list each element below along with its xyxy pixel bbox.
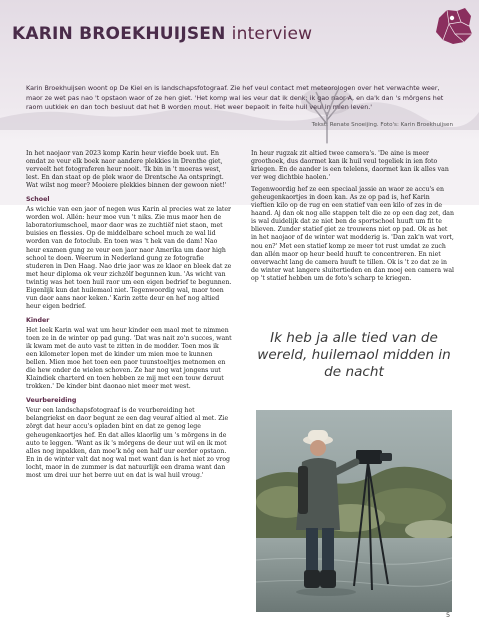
intro-paragraph: Karin Broekhuijsen woont op De Kiel en is landschapsfotograaf. Zie hef veul contact met meteorologen over het verwachte weer, maor ze wet pas nao 't opstaon waor of ze hen giet. 'Het komp wal ies veur dat ik denk: ik gao naor A, en da'k dan 's mörgens het raom uutkiek en dan toch besluut dat het B worden mout. Het weer bepaolt in feite huil veul in mien leven.' (26, 84, 444, 112)
body-paragraph: Het leek Karin wal wat um heur kinder een maol met te nimmen toen ze in de winter op pad gung. 'Dat was nait zo'n succes, want ik kwam met de auto vast te zitten in de modder. Toen mos ik een kilometer lopen met de kinder um mien moe te kunnen bellen. Mien moe het toen een paor tuunstoeltjes metnomen en die hew onder de wielen schoven. Ze har nog wat jongens uut Klaindiek charterd en toen hebben ze mij met een touw deruut trokken.' De kinder bint daonao niet meer met west. (26, 326, 232, 391)
right-column (251, 150, 455, 287)
article-title-name: KARIN BROEKHUIJSEN (12, 24, 226, 44)
article-title (12, 24, 312, 44)
body-paragraph: In het naojaor van 2023 komp Karin heur viefde boek uut. En omdat ze veur elk boek naor aandere plekkies in Drenthe giet, verveelt het fotograferen heur nooit. 'Ik bin in 't moeras west, lest. En dan staat op de plek waor de Drentsche Aa ontspringt. Wat wilst nog meer? Mooiere plekkies binnen der gewoon niet!' (26, 150, 227, 190)
drenthe-map-icon (431, 4, 475, 48)
body-paragraph: Tegenwoordig hef ze een speciaal jassie an waor ze accu's en geheugenkaortjes in doen kan. As ze op pad is, hef Karin vieftien kilo op de rug en een statief van een kilo of zes in de haand. Aj dan ok nog alle stappen telt die ze op een dag zet, dan is wal duidelijk dat ze niet ben de sportschoel huuft um fit te blieven. Zunder statief giet ze trouwens niet op pad. Ok as het in het naojaor of de winter wat modderig is. 'Dan zak'n wat vort, nou en?' Met een statief komp ze meer tot rust umdat ze zuch dan allén maor op heur beeld huuft te concentreren. En niet onverwacht lang de camera huuft te tillen. Ok is 't zo dat ze in de winter wat langere sluitertieden en dan moej een camera wal op 't statief hebben um de foto's scharp te kriegen. (251, 186, 455, 282)
left-column (26, 150, 232, 484)
section-heading-schoel: Schoel (26, 196, 50, 204)
section-heading-veurbereiding: Veurbereiding (26, 397, 77, 405)
photographer-photo (256, 410, 452, 612)
body-paragraph: As wichie van een jaor of negen wus Karin al precies wat ze later worden wol. Allén: heur moe vun 't niks. Zie mus maor hen de laboratoriumschoel, maor daor was ze zuchtiëf niet staon, met buisies en flessies. Op de middelbare schoel much ze wal lid worden van de fotoclub. En toen was 't hek van de dam! Nao heur examen gung ze veur een jaor naor Amerika um daor high school te doen. Weerum in Nederland gung ze fotografie studeren in Den Haag. Nao drie jaor was ze klaor en bleek dat ze met heur diploma ok veur zichzölf begunnen kun. 'As wicht van twintig was het toen huil raor um een eigen bedrief te begunnen. Eigenlijk kun dat huilemaol niet. Tegenwoordig wal, maor toen vun daor aans naor keken.' Karin zette deur en hef nog altied heur eigen bedrief. (26, 206, 232, 310)
body-paragraph: In heur rugzak zit altied twee camera's. 'De aine is meer groothoek, dus daormet kan ik huil veul tegeliek in ien foto kriegen. En de aander is een telelens, daormet kan ik alles van ver weg dichtbie haolen.' (251, 150, 449, 182)
photographer-with-tripod-icon (256, 410, 452, 612)
section-heading-kinder: Kinder (26, 316, 50, 324)
body-paragraph: Veur een landschapsfotograaf is de veurbereiding het belangriekst en daor begunt ze een dag veuraf altied al met. Zie zörgt dat heur accu's opladen bint en dat ze genog lege geheugenkaortjes hef. En dat alles klaorlig um 's mörgens in de auto te leggen. 'Want as ik 's mörgens de deur uut wil en ik mot alles nog inpakken, dan moe'k nög een half uur eerder opstaon. En in de winter valt dat nog wal met want dan is het niet zo vrog locht, maor in de zummer is dat natuurlijk een drama want dan most um drei uur het berre uut en dat is wal huil vroug.' (26, 407, 231, 479)
article-title-section: interview (231, 24, 313, 44)
photo-credit: Tekst: Renate Snoeijing. Foto's: Karin Broekhuijsen (311, 122, 453, 128)
page-number: 5 (446, 611, 451, 619)
pull-quote: Ik heb ja alle tied van de wereld, huilemaol midden in de nacht (257, 330, 451, 380)
